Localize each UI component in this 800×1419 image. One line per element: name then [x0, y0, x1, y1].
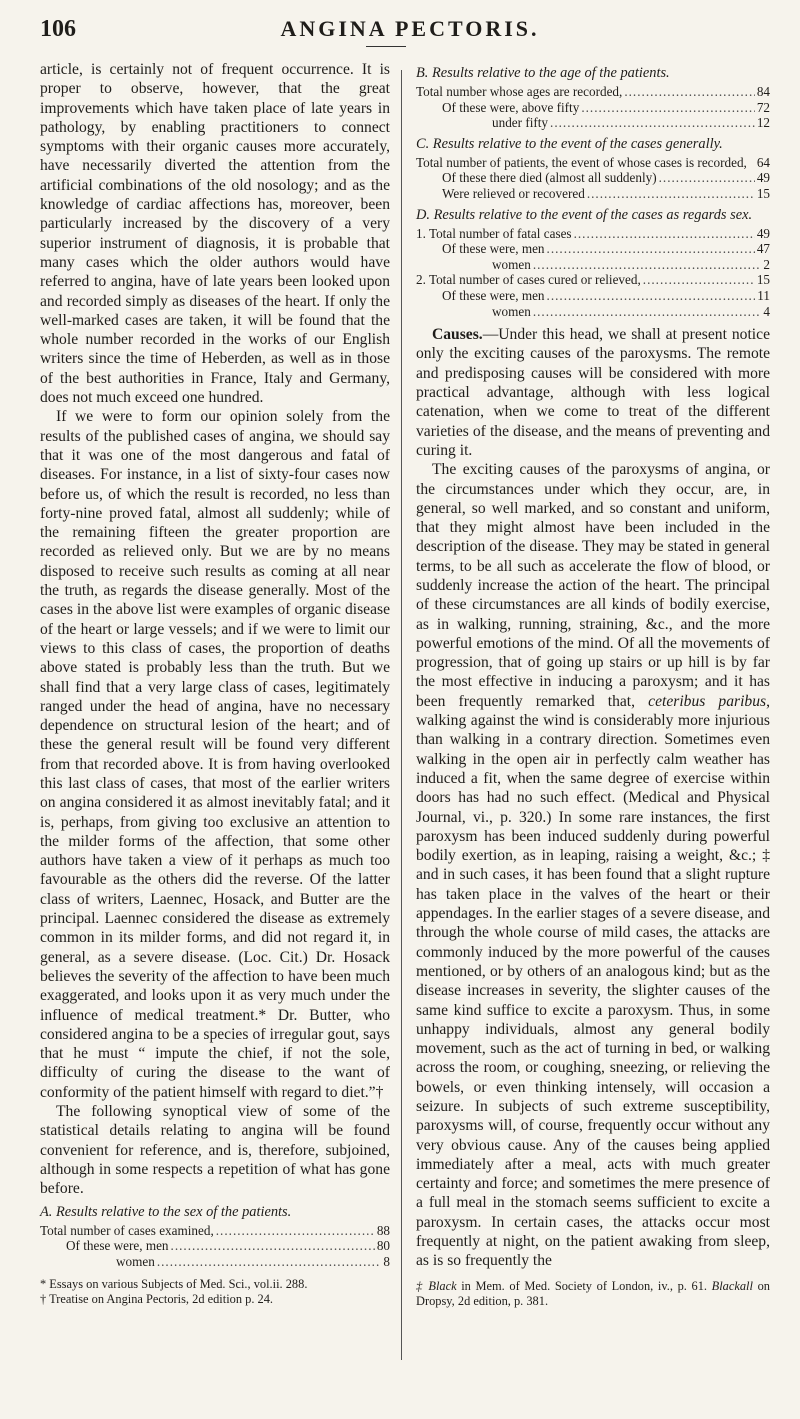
table-row: 2. Total number of cases cured or relieved, ..... 15 — [416, 272, 770, 288]
page-header — [40, 8, 780, 58]
table-row: Total number whose ages are recorded, ..... 84 — [416, 84, 770, 100]
table-row: under fifty ..... 12 — [416, 115, 770, 131]
column-divider — [401, 70, 402, 1360]
table-row: Total number of cases examined, ..... 88 — [40, 1223, 390, 1239]
table-row: Of these there died (almost all suddenly) ..... 49 — [416, 170, 770, 186]
table-event — [416, 135, 770, 202]
footnotes — [40, 1277, 390, 1307]
right-column — [416, 60, 770, 1309]
table-heading: D. Results relative to the event of the cases as regards sex. — [416, 206, 753, 223]
table-event-sex — [416, 206, 770, 320]
table-row: women ..... 2 — [416, 257, 770, 273]
table-heading: A. Results relative to the sex of the patients. — [40, 1203, 292, 1220]
paragraph: If we were to form our opinion solely from the results of the published cases of angina, we should say that it was one of the most dangerous and fatal of diseases. For instance, in a list of sixty-four cases now before us, of which the result is recorded, no less than forty-nine proved fatal, almost all suddenly; while of the remaining fifteen the greater proportion are recorded as relieved only. But we are by no means disposed to receive such results as coming at all near the truth, as regards the disease generally. Most of the cases in the above list were examples of organic disease of the heart or large vessels; and if we were to limit our views to this class of cases, the proportion of deaths above stated is probably less than the truth. But we shall find that a very large class of cases, legitimately ranged under the head of angina, have no necessary dependence on structural lesion of the heart; and of these the general result will be found very different from that recorded above. It is from having overlooked this last class of cases, that most of the earlier writers on angina considered it as almost inevitably fatal; and it is, perhaps, from giving too exclusive an attention to the milder forms of the affection, that some other authors have taken a view of it perhaps as much too favourable as the others did the reverse. Of the latter class of writers, Laennec, Hosack, and Butter are the principal. Laennec considered the disease as extremely common in its milder forms, and did not regard it, in general, as a severe disease. (Loc. Cit.) Dr. Hosack believes the severity of the affection to have been much exaggerated, and looks upon it as very much under the influence of medical treatment.* Dr. Butter, who considered angina to be a species of irregular gout, says that he must “ impute the chief, if not the sole, difficulty of curing the disease to the want of conformity of the patient himself with regard to diet.”† — [40, 408, 390, 1101]
paragraph: The following synoptical view of some of the statistical details relating to angina will be found convenient for reference, and is, therefore, subjoined, although in some respects a repetition of what has gone before. — [40, 1103, 390, 1198]
table-row: women ..... 4 — [416, 304, 770, 320]
table-row: 1. Total number of fatal cases ..... 49 — [416, 226, 770, 242]
paragraph: The exciting causes of the paroxysms of angina, or the circumstances under which they occur, are, in general, so well marked, and so constant and uniform, that they might almost have been included in the description of the disease. They may be stated in general terms, to be all such as accelerate the flow of blood, or suddenly increase the action of the heart. The principal of these circumstances are all kinds of bodily exercise, as in walking, running, straining, &c., and the more powerful emotions of the mind. Of all the movements of progression, that of going up stairs or up hill is by far the most effective in inducing a paroxysm; and it has been frequently remarked that, ceteribus paribus, walking against the wind is considerably more injurious than walking in a contrary direction. Sometimes even walking in the open air in perfectly calm weather has induced a fit, when the same degree of exercise within doors has had no such effect. (Medical and Physical Journal, vi., p. 320.) In some rare instances, the first paroxysm has been induced suddenly during powerful bodily exertion, as in leaping, raising a weight, &c.; ‡ and in such cases, it has been found that a slight rupture has taken place in the valves of the heart or their appendages. In the earlier stages of a severe disease, and through the whole course of mild cases, the attacks are commonly induced by the more powerful of the causes mentioned, or by others of an analogous kind; but as the disease increases in severity, the slighter causes of the same kind suffice to excite a paroxysm. Thus, in some unhappy individuals, almost any general bodily movement, such as the act of turning in bed, or walking across the room, or coughing, sneezing, or relieving the bowels, or even thinking intensely, will occasion a seizure. In subjects of such extreme susceptibility, paroxysms will, of course, frequently occur without any very obvious cause. Any of the causes being applied immediately after a meal, acts with much greater certainty and force; and sometimes the mere presence of a full meal in the stomach seems sufficient to excite a paroxysm. In certain cases, the attacks occur most frequently at night, on the patient awaking from sleep, as is so frequently the — [416, 461, 770, 1270]
left-column — [40, 60, 390, 1307]
table-heading: C. Results relative to the event of the cases generally. — [416, 135, 723, 152]
table-row: Of these were, men ..... 47 — [416, 241, 770, 257]
table-row: Of these were, above fifty ..... 72 — [416, 100, 770, 116]
footnote: † Treatise on Angina Pectoris, 2d edition p. 24. — [40, 1292, 274, 1307]
table-row: Total number of patients, the event of whose cases is recorded, 64 — [416, 154, 770, 170]
table-row: Of these were, men ..... 80 — [40, 1238, 390, 1254]
footnote: ‡ Black in Mem. of Med. Society of London, iv., p. 61. Blackall on Dropsy, 2d edition, p. 381. — [416, 1278, 770, 1308]
header-rule — [366, 46, 406, 47]
table-row: Of these were, men ..... 11 — [416, 288, 770, 304]
section-heading: Causes. — [432, 326, 483, 344]
table-row: Were relieved or recovered ..... 15 — [416, 186, 770, 202]
footnotes — [416, 1279, 770, 1309]
footnote: * Essays on various Subjects of Med. Sci., vol.ii. 288. — [40, 1277, 308, 1292]
table-sex — [40, 1203, 390, 1270]
table-heading: B. Results relative to the age of the patients. — [416, 65, 670, 81]
running-title: ANGINA PECTORIS. — [280, 16, 540, 41]
page-number: 106 — [40, 16, 76, 42]
table-age — [416, 64, 770, 131]
table-row: women ..... 8 — [40, 1254, 390, 1270]
paragraph: article, is certainly not of frequent occurrence. It is proper to observe, however, that the great improvements which have taken place of late years in pathology, by enabling practitioners to connect symptoms with their organic causes more accurately, have necessarily diverted the attention from the artificial combinations of the old nosology; and as the knowledge of cardiac affections has, moreover, been particularly increased by the discovery of a very superior instrument of diagnosis, it is probable that many cases which the older authors would have referred to angina, have of late years been looked upon and recorded simply as diseases of the heart. If only the well-marked cases are taken, it will be found that the whole number recorded in the works of our English writers since the time of Heberden, as well as in those of the best authorities in France, Italy and Germany, does not much exceed one hundred. — [40, 61, 390, 407]
causes-paragraph: Causes.—Under this head, we shall at present notice only the exciting causes of the paroxysms. The remote and predisposing causes will be considered with more practical advantage, although with less logical catenation, when we come to treat of the different varieties of the disease, and the means of preventing and curing it. — [416, 326, 770, 459]
